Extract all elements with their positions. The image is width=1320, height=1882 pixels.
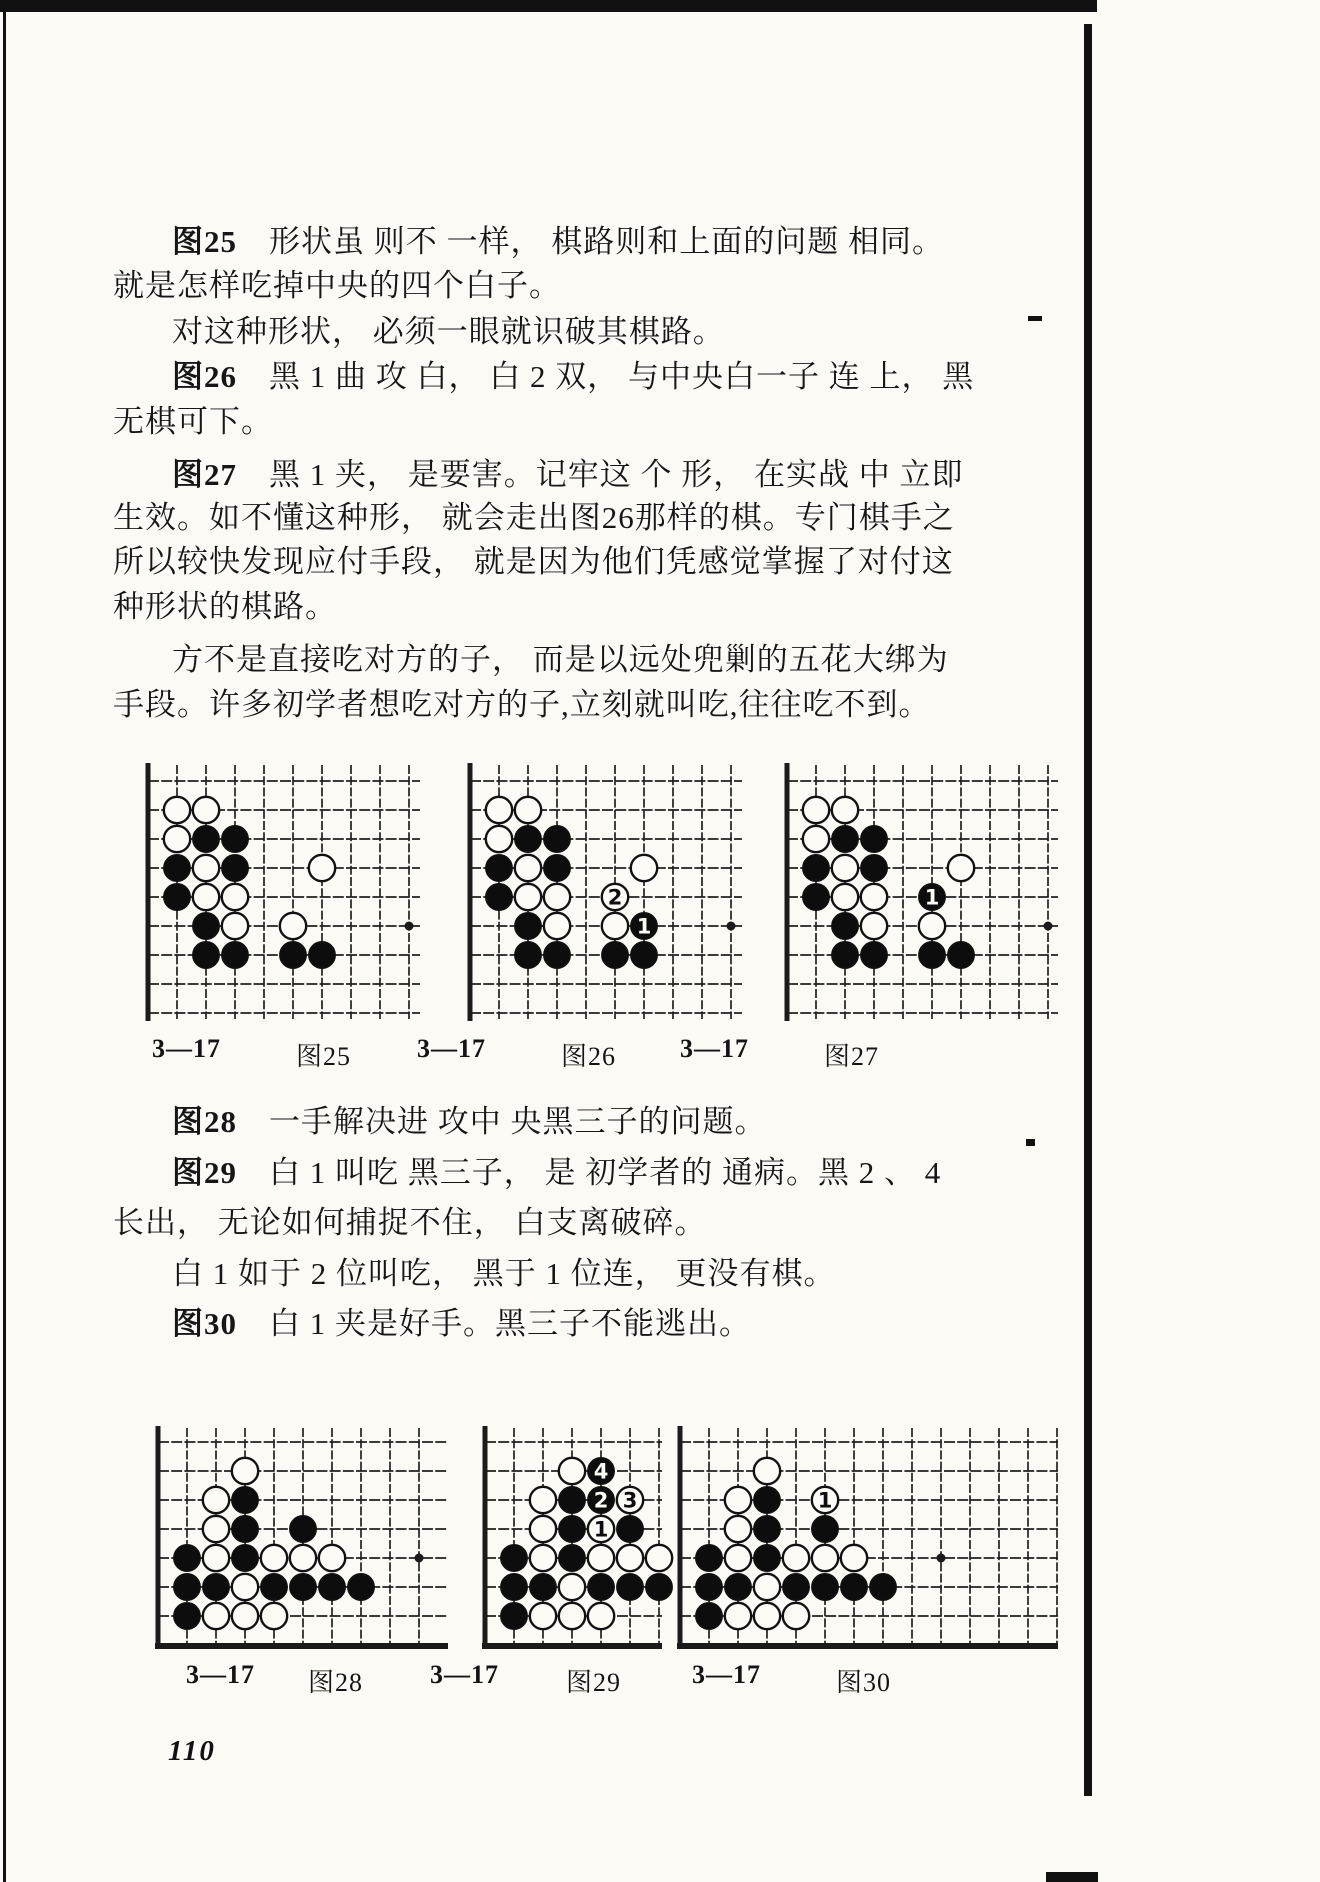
white-stone bbox=[646, 1545, 672, 1571]
black-stone bbox=[725, 1574, 751, 1600]
go-board-fig30 bbox=[677, 1426, 1058, 1649]
black-stone bbox=[841, 1574, 867, 1600]
black-stone bbox=[232, 1487, 258, 1513]
page-number: 110 bbox=[168, 1735, 216, 1767]
white-stone bbox=[232, 1603, 258, 1629]
diagram-caption: 图26 bbox=[561, 1042, 617, 1071]
white-stone bbox=[222, 884, 248, 910]
white-stone bbox=[319, 1545, 345, 1571]
diagram-caption: 图30 bbox=[836, 1668, 892, 1697]
black-stone bbox=[870, 1574, 896, 1600]
diagram-caption: 图25 bbox=[296, 1042, 352, 1071]
black-stone bbox=[203, 1574, 229, 1600]
black-stone bbox=[164, 884, 190, 910]
diagram-caption: 图27 bbox=[824, 1042, 880, 1071]
black-stone bbox=[348, 1574, 374, 1600]
white-stone bbox=[725, 1545, 751, 1571]
white-stone bbox=[631, 855, 657, 881]
black-stone bbox=[812, 1516, 838, 1542]
black-stone bbox=[617, 1574, 643, 1600]
white-stone bbox=[832, 855, 858, 881]
move-number: 4 bbox=[593, 1459, 609, 1484]
diagram-coordinate-label: 3—17 bbox=[152, 1034, 221, 1063]
black-stone bbox=[602, 942, 628, 968]
star-point bbox=[415, 1554, 424, 1563]
white-stone bbox=[832, 884, 858, 910]
white-stone bbox=[754, 1574, 780, 1600]
diagram-caption: 图29 bbox=[566, 1668, 622, 1697]
white-stone bbox=[725, 1487, 751, 1513]
black-stone bbox=[319, 1574, 345, 1600]
text-line: 种形状的棋路。 bbox=[113, 589, 337, 624]
white-stone bbox=[203, 1516, 229, 1542]
black-stone bbox=[832, 826, 858, 852]
page-border-mark bbox=[1028, 316, 1042, 321]
white-stone bbox=[261, 1545, 287, 1571]
star-point bbox=[1044, 922, 1053, 931]
go-board-fig29 bbox=[482, 1426, 672, 1649]
white-stone bbox=[783, 1603, 809, 1629]
figure-reference: 图27 bbox=[172, 457, 237, 492]
white-stone bbox=[617, 1545, 643, 1571]
white-stone bbox=[222, 913, 248, 939]
text-line: 图25 形状虽 则不 一样， 棋路则和上面的问题 相同。 bbox=[172, 224, 944, 259]
board-edge-line bbox=[483, 1426, 488, 1649]
board-edge-line bbox=[785, 763, 790, 1021]
black-stone bbox=[530, 1574, 556, 1600]
black-stone bbox=[232, 1516, 258, 1542]
black-stone bbox=[222, 826, 248, 852]
white-stone bbox=[530, 1545, 556, 1571]
white-stone bbox=[203, 1545, 229, 1571]
black-stone bbox=[617, 1516, 643, 1542]
white-stone bbox=[280, 913, 306, 939]
black-stone bbox=[501, 1574, 527, 1600]
star-point bbox=[405, 922, 414, 931]
black-stone bbox=[515, 913, 541, 939]
black-stone bbox=[501, 1545, 527, 1571]
black-stone bbox=[290, 1574, 316, 1600]
white-stone bbox=[812, 1545, 838, 1571]
white-stone bbox=[261, 1603, 287, 1629]
black-stone bbox=[222, 855, 248, 881]
white-stone bbox=[559, 1603, 585, 1629]
diagram-coordinate-label: 3—17 bbox=[680, 1034, 749, 1063]
white-stone bbox=[588, 1603, 614, 1629]
white-stone bbox=[841, 1545, 867, 1571]
board-edge-line bbox=[155, 1643, 448, 1649]
text-line: 白 1 如于 2 位叫吃， 黑于 1 位连， 更没有棋。 bbox=[172, 1256, 836, 1291]
move-number: 1 bbox=[924, 885, 940, 910]
black-stone bbox=[174, 1603, 200, 1629]
move-number: 1 bbox=[636, 914, 652, 939]
diagram-coordinate-label: 3—17 bbox=[417, 1034, 486, 1063]
white-stone bbox=[559, 1574, 585, 1600]
black-stone bbox=[861, 855, 887, 881]
figure-reference: 图26 bbox=[172, 359, 237, 394]
white-stone bbox=[919, 913, 945, 939]
black-stone bbox=[754, 1545, 780, 1571]
black-stone bbox=[754, 1516, 780, 1542]
text-line: 手段。许多初学者想吃对方的子,立刻就叫吃,往往吃不到。 bbox=[113, 687, 931, 722]
figure-reference: 图25 bbox=[172, 224, 237, 259]
white-stone bbox=[164, 826, 190, 852]
white-stone bbox=[486, 797, 512, 823]
white-stone bbox=[544, 884, 570, 910]
board-edge-line bbox=[678, 1426, 683, 1649]
text-line: 图30 白 1 夹是好手。黑三子不能逃出。 bbox=[172, 1306, 751, 1341]
text-line: 长出， 无论如何捕捉不住， 白支离破碎。 bbox=[113, 1205, 707, 1240]
white-stone bbox=[515, 855, 541, 881]
text-line: 对这种形状， 必须一眼就识破其棋路。 bbox=[172, 314, 725, 349]
go-board-fig26 bbox=[468, 763, 743, 1021]
black-stone bbox=[861, 942, 887, 968]
black-stone bbox=[193, 942, 219, 968]
go-board-fig28 bbox=[155, 1426, 448, 1649]
white-stone bbox=[164, 797, 190, 823]
black-stone bbox=[919, 942, 945, 968]
white-stone bbox=[602, 913, 628, 939]
black-stone bbox=[193, 913, 219, 939]
text-line: 无棋可下。 bbox=[113, 404, 273, 439]
figure-reference: 图29 bbox=[172, 1155, 237, 1190]
figure-reference: 图28 bbox=[172, 1104, 237, 1139]
board-edge-line bbox=[482, 1643, 662, 1649]
white-stone bbox=[861, 913, 887, 939]
white-stone bbox=[193, 797, 219, 823]
black-stone bbox=[164, 855, 190, 881]
white-stone bbox=[515, 884, 541, 910]
black-stone bbox=[646, 1574, 672, 1600]
white-stone bbox=[530, 1603, 556, 1629]
page-border-mark bbox=[0, 0, 1097, 12]
go-board-fig27 bbox=[785, 763, 1059, 1021]
move-number: 3 bbox=[622, 1488, 638, 1513]
white-stone bbox=[588, 1545, 614, 1571]
white-stone bbox=[203, 1603, 229, 1629]
white-stone bbox=[530, 1516, 556, 1542]
black-stone bbox=[290, 1516, 316, 1542]
white-stone bbox=[832, 797, 858, 823]
black-stone bbox=[501, 1603, 527, 1629]
black-stone bbox=[544, 826, 570, 852]
white-stone bbox=[754, 1458, 780, 1484]
black-stone bbox=[544, 942, 570, 968]
white-stone bbox=[803, 826, 829, 852]
white-stone bbox=[515, 797, 541, 823]
white-stone bbox=[290, 1545, 316, 1571]
black-stone bbox=[832, 942, 858, 968]
page-border-mark bbox=[1046, 1872, 1098, 1882]
text-line: 就是怎样吃掉中央的四个白子。 bbox=[113, 268, 561, 303]
black-stone bbox=[559, 1516, 585, 1542]
white-stone bbox=[486, 826, 512, 852]
black-stone bbox=[559, 1545, 585, 1571]
black-stone bbox=[696, 1574, 722, 1600]
move-number: 1 bbox=[593, 1517, 609, 1542]
black-stone bbox=[696, 1545, 722, 1571]
black-stone bbox=[174, 1545, 200, 1571]
white-stone bbox=[725, 1516, 751, 1542]
black-stone bbox=[486, 855, 512, 881]
black-stone bbox=[309, 942, 335, 968]
black-stone bbox=[544, 855, 570, 881]
black-stone bbox=[261, 1574, 287, 1600]
white-stone bbox=[544, 913, 570, 939]
black-stone bbox=[948, 942, 974, 968]
board-edge-line bbox=[468, 763, 473, 1021]
white-stone bbox=[232, 1574, 258, 1600]
text-line: 图27 黑 1 夹， 是要害。记牢这 个 形， 在实战 中 立即 bbox=[172, 457, 964, 492]
black-stone bbox=[812, 1574, 838, 1600]
white-stone bbox=[861, 884, 887, 910]
white-stone bbox=[754, 1603, 780, 1629]
text-line: 图29 白 1 叫吃 黑三子， 是 初学者的 通病。黑 2 、 4 bbox=[172, 1155, 942, 1190]
white-stone bbox=[309, 855, 335, 881]
text-line: 生效。如不懂这种形， 就会走出图26那样的棋。专门棋手之 bbox=[113, 500, 955, 535]
white-stone bbox=[803, 797, 829, 823]
text-line: 所以较快发现应付手段， 就是因为他们凭感觉掌握了对付这 bbox=[113, 544, 954, 579]
black-stone bbox=[280, 942, 306, 968]
text-line: 方不是直接吃对方的子， 而是以远处兜剿的五花大绑为 bbox=[172, 642, 949, 677]
diagram-coordinate-label: 3—17 bbox=[186, 1660, 255, 1689]
black-stone bbox=[232, 1545, 258, 1571]
black-stone bbox=[193, 826, 219, 852]
white-stone bbox=[783, 1545, 809, 1571]
board-edge-line bbox=[677, 1643, 1058, 1649]
white-stone bbox=[725, 1603, 751, 1629]
black-stone bbox=[803, 884, 829, 910]
white-stone bbox=[559, 1458, 585, 1484]
black-stone bbox=[486, 884, 512, 910]
black-stone bbox=[696, 1603, 722, 1629]
black-stone bbox=[222, 942, 248, 968]
move-number: 1 bbox=[817, 1488, 833, 1513]
black-stone bbox=[515, 942, 541, 968]
black-stone bbox=[631, 942, 657, 968]
figure-reference: 图30 bbox=[172, 1306, 237, 1341]
diagram-coordinate-label: 3—17 bbox=[430, 1660, 499, 1689]
black-stone bbox=[754, 1487, 780, 1513]
diagram-caption: 图28 bbox=[308, 1668, 364, 1697]
black-stone bbox=[559, 1487, 585, 1513]
black-stone bbox=[803, 855, 829, 881]
white-stone bbox=[193, 855, 219, 881]
white-stone bbox=[948, 855, 974, 881]
go-board-fig25 bbox=[146, 763, 421, 1021]
page-border-mark bbox=[1084, 24, 1092, 1796]
black-stone bbox=[588, 1574, 614, 1600]
white-stone bbox=[203, 1487, 229, 1513]
text-line: 图26 黑 1 曲 攻 白， 白 2 双， 与中央白一子 连 上， 黑 bbox=[172, 359, 975, 394]
black-stone bbox=[783, 1574, 809, 1600]
text-line: 图28 一手解决进 攻中 央黑三子的问题。 bbox=[172, 1104, 767, 1139]
page-border-mark bbox=[3, 0, 6, 1882]
move-number: 2 bbox=[607, 885, 623, 910]
page-border-mark bbox=[1026, 1139, 1035, 1146]
white-stone bbox=[193, 884, 219, 910]
black-stone bbox=[515, 826, 541, 852]
board-edge-line bbox=[156, 1426, 161, 1649]
black-stone bbox=[832, 913, 858, 939]
white-stone bbox=[232, 1458, 258, 1484]
board-edge-line bbox=[146, 763, 151, 1021]
diagram-coordinate-label: 3—17 bbox=[692, 1660, 761, 1689]
black-stone bbox=[861, 826, 887, 852]
black-stone bbox=[174, 1574, 200, 1600]
star-point bbox=[937, 1554, 946, 1563]
white-stone bbox=[530, 1487, 556, 1513]
move-number: 2 bbox=[593, 1488, 609, 1513]
star-point bbox=[727, 922, 736, 931]
